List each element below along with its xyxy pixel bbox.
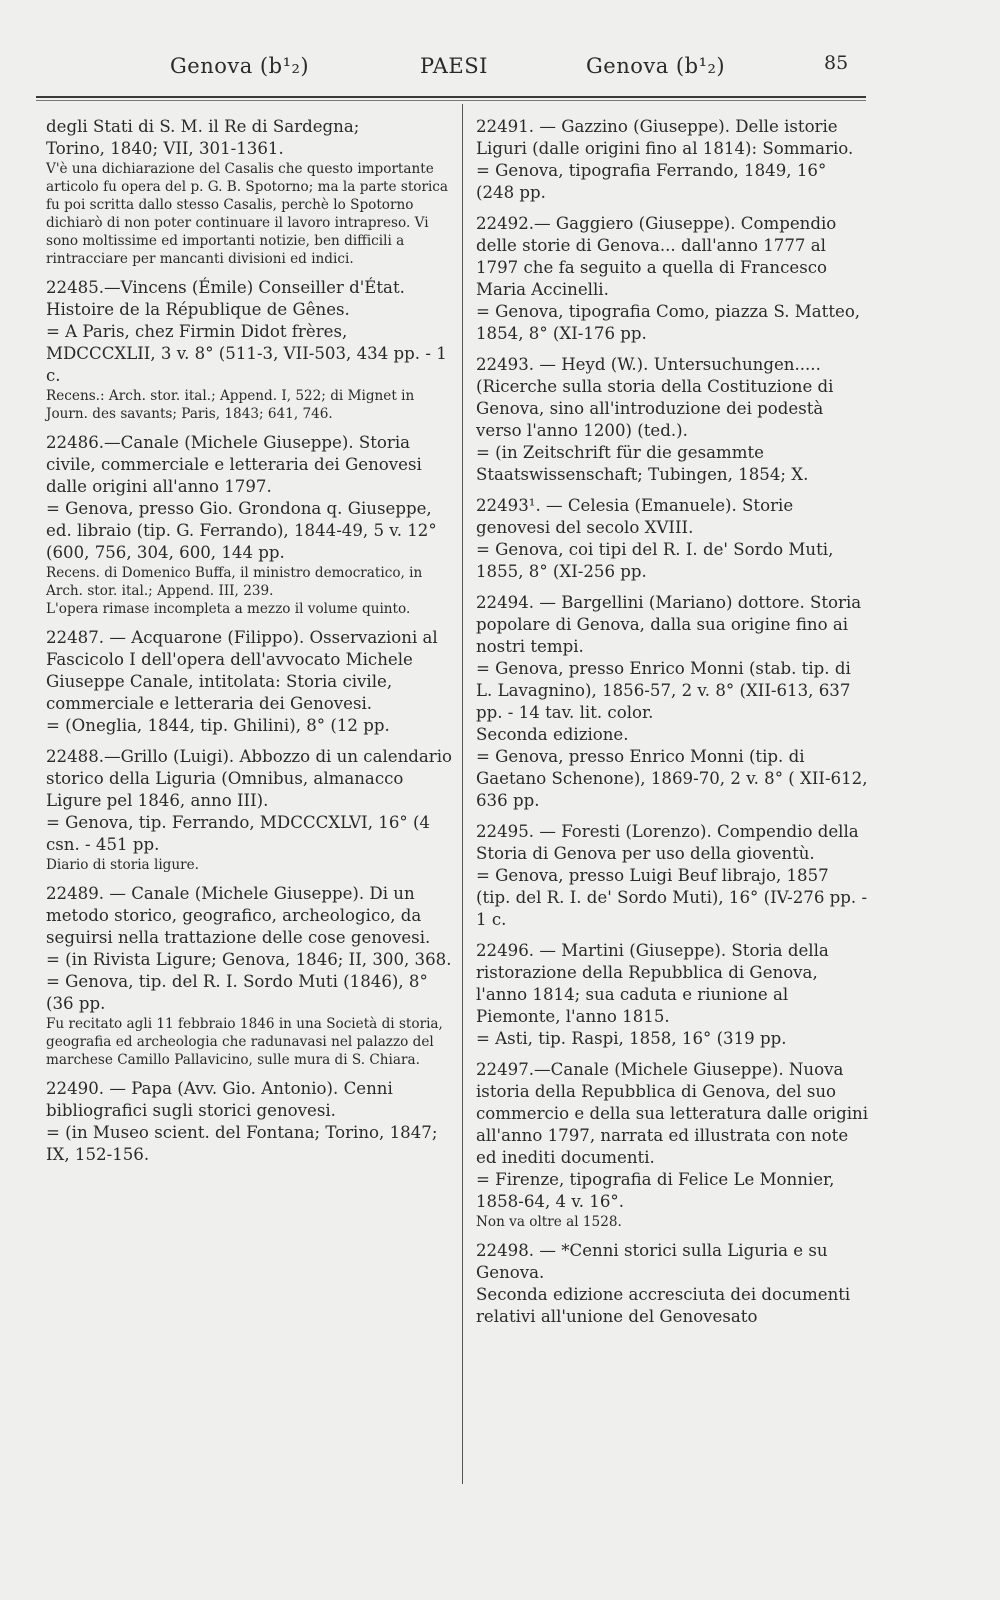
bibliography-entry (476, 1240, 868, 1328)
page-number: 85 (824, 52, 849, 74)
bibliography-entry (46, 116, 454, 268)
entry-note: V'è una dichiarazione del Casalis che questo importante articolo fu opera del p. G. B. Spotorno; ma la parte storica fu poi scritta dallo stesso Casalis, perchè lo Spotorno dichiarò di non poter continuare il lavoro intrapreso. Vi sono moltissime ed importanti notizie, ben difficili a rintracciare per mancanti divisioni ed indici. (46, 161, 449, 267)
header-left: Genova (b¹₂) (170, 54, 310, 78)
bibliography-entry (476, 354, 868, 486)
entry-note: Recens.: Arch. stor. ital.; Append. I, 522; di Mignet in Journ. des savants; Paris, 1843; 641, 746. (46, 388, 415, 422)
entry-text: 22488.—Grillo (Luigi). Abbozzo di un calendario storico della Liguria (Omnibus, almanacco Ligure pel 1846, anno III). (46, 747, 453, 810)
bibliography-entry (46, 627, 454, 737)
entry-note: Diario di storia ligure. (46, 857, 199, 873)
entry-imprint: = Genova, coi tipi del R. I. de' Sordo Muti, 1855, 8° (XI-256 pp. (476, 540, 834, 581)
right-column (476, 116, 868, 1337)
entry-text: 22494. — Bargellini (Mariano) dottore. Storia popolare di Genova, dalla sua origine fino ai nostri tempi. (476, 593, 862, 656)
entry-imprint: = Genova, presso Gio. Grondona q. Giuseppe, ed. libraio (tip. G. Ferrando), 1844-49, 5 v. 12° (600, 756, 304, 600, 144 pp. (46, 499, 437, 562)
entry-text: 22489. — Canale (Michele Giuseppe). Di un metodo storico, geografico, archeologico, da seguirsi nella trattazione delle cose genovesi. (46, 884, 431, 947)
entry-note: Non va oltre al 1528. (476, 1214, 622, 1230)
bibliography-entry (46, 883, 454, 1069)
entry-text: 22498. — *Cenni storici sulla Liguria e su Genova. (476, 1241, 828, 1282)
entry-imprint: = (Oneglia, 1844, tip. Ghilini), 8° (12 pp. (46, 716, 390, 735)
entry-text: 22496. — Martini (Giuseppe). Storia della ristorazione della Repubblica di Genova, l'anno 1814; sua caduta e riunione al Piemonte, l'anno 1815. (476, 941, 829, 1026)
entry-text: 22485.—Vincens (Émile) Conseiller d'État. Histoire de la République de Gênes. (46, 278, 405, 319)
bibliography-entry (476, 495, 868, 583)
entry-text: 22493. — Heyd (W.). Untersuchungen..... (Ricerche sulla storia della Costituzione di Genova, sino all'introduzione dei podestà verso l'anno 1200) (ted.). (476, 355, 834, 440)
entry-text: 22497.—Canale (Michele Giuseppe). Nuova istoria della Repubblica di Genova, del suo commercio e della sua letteratura dalle origini all'anno 1797, narrata ed illustrata con note ed inediti documenti. (476, 1060, 869, 1167)
left-column (46, 116, 454, 1175)
bibliography-entry (46, 1078, 454, 1166)
bibliography-entry (476, 1059, 868, 1231)
entry-text: 22487. — Acquarone (Filippo). Osservazioni al Fascicolo I dell'opera dell'avvocato Michele Giuseppe Canale, intitolata: Storia civile, commerciale e letteraria dei Genovesi. (46, 628, 438, 713)
bibliography-entry (476, 592, 868, 812)
entry-note: Fu recitato agli 11 febbraio 1846 in una Società di storia, geografia ed archeologia che radunavasi nel palazzo del marchese Camillo Pallavicino, sulle mura di S. Chiara. (46, 1016, 443, 1068)
entry-imprint: = (in Rivista Ligure; Genova, 1846; II, 300, 368. (46, 950, 452, 969)
entry-text: degli Stati di S. M. il Re di Sardegna; (46, 117, 360, 136)
bibliography-entry (46, 432, 454, 618)
entry-imprint: Seconda edizione accresciuta dei documenti relativi all'unione del Genovesato (476, 1285, 851, 1326)
entry-imprint: Seconda edizione. (476, 725, 629, 744)
entry-text: 22495. — Foresti (Lorenzo). Compendio della Storia di Genova per uso della gioventù. (476, 822, 859, 863)
entry-note: Recens. di Domenico Buffa, il ministro democratico, in Arch. stor. ital.; Append. III, 239. (46, 565, 423, 599)
entry-imprint: = Genova, presso Luigi Beuf librajo, 1857 (tip. del R. I. de' Sordo Muti), 16° (IV-276 pp. - 1 c. (476, 866, 868, 929)
header-right: Genova (b¹₂) (586, 54, 726, 78)
entry-imprint: = Genova, tip. del R. I. Sordo Muti (1846), 8° (36 pp. (46, 972, 428, 1013)
entry-text: 22486.—Canale (Michele Giuseppe). Storia civile, commerciale e letteraria dei Genovesi dalle origini all'anno 1797. (46, 433, 422, 496)
header-center: PAESI (420, 54, 488, 78)
entry-imprint: Torino, 1840; VII, 301-1361. (46, 139, 284, 158)
entry-text: 22490. — Papa (Avv. Gio. Antonio). Cenni bibliografici sugli storici genovesi. (46, 1079, 393, 1120)
header-rule-thin (36, 100, 866, 101)
bibliography-entry (476, 213, 868, 345)
entry-imprint: = (in Museo scient. del Fontana; Torino, 1847; IX, 152-156. (46, 1123, 438, 1164)
entry-imprint: = Genova, tipografia Como, piazza S. Matteo, 1854, 8° (XI-176 pp. (476, 302, 861, 343)
running-header (38, 48, 870, 88)
entry-note: L'opera rimase incompleta a mezzo il volume quinto. (46, 601, 411, 617)
entry-imprint: = Firenze, tipografia di Felice Le Monnier, 1858-64, 4 v. 16°. (476, 1170, 835, 1211)
entry-imprint: = Genova, presso Enrico Monni (stab. tip. di L. Lavagnino), 1856-57, 2 v. 8° (XII-613, 637 pp. - 14 tav. lit. color. (476, 659, 851, 722)
bibliography-entry (46, 277, 454, 423)
entry-text: 22492.— Gaggiero (Giuseppe). Compendio delle storie di Genova... dall'anno 1777 al 1797 che fa seguito a quella di Francesco Maria Accinelli. (476, 214, 837, 299)
entry-text: 22493¹. — Celesia (Emanuele). Storie genovesi del secolo XVIII. (476, 496, 794, 537)
entry-imprint: = Genova, presso Enrico Monni (tip. di Gaetano Schenone), 1869-70, 2 v. 8° ( XII-612, 636 pp. (476, 747, 868, 810)
bibliography-entry (46, 746, 454, 874)
entry-imprint: = Asti, tip. Raspi, 1858, 16° (319 pp. (476, 1029, 787, 1048)
entry-text: 22491. — Gazzino (Giuseppe). Delle istorie Liguri (dalle origini fino al 1814): Sommario. (476, 117, 854, 158)
entry-imprint: = Genova, tipografia Ferrando, 1849, 16° (248 pp. (476, 161, 827, 202)
entry-imprint: = Genova, tip. Ferrando, MDCCCXLVI, 16° (4 csn. - 451 pp. (46, 813, 430, 854)
bibliography-entry (476, 821, 868, 931)
bibliography-entry (476, 116, 868, 204)
bibliography-entry (476, 940, 868, 1050)
entry-imprint: = (in Zeitschrift für die gesammte Staatswissenschaft; Tubingen, 1854; X. (476, 443, 809, 484)
entry-imprint: = A Paris, chez Firmin Didot frères, MDCCCXLII, 3 v. 8° (511-3, VII-503, 434 pp. - 1 c. (46, 322, 447, 385)
header-rule (36, 96, 866, 98)
column-divider (462, 104, 463, 1484)
